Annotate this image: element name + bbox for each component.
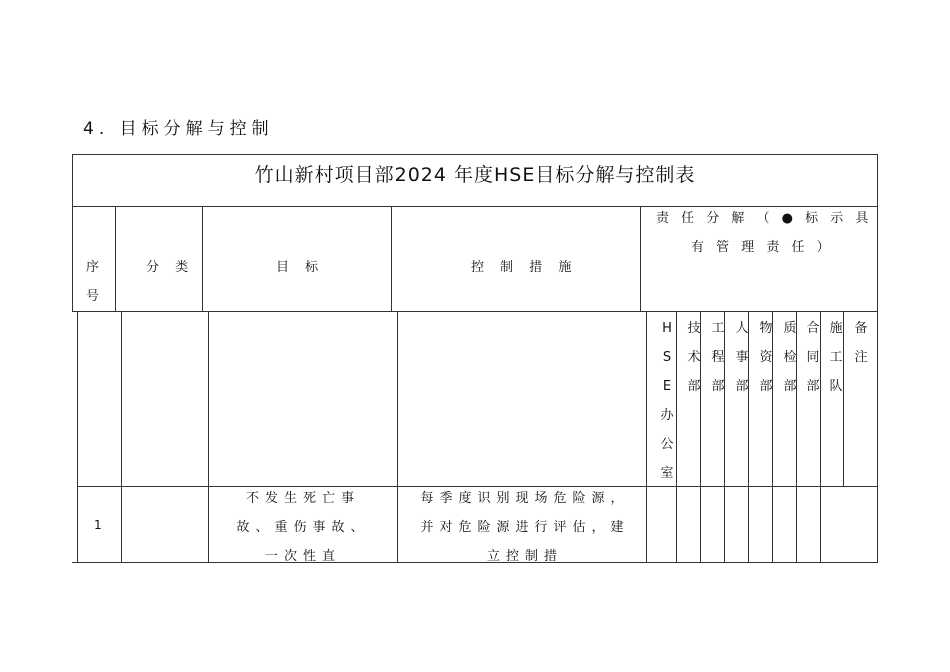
header-target: 目 标 [276, 260, 325, 275]
dept-header-construction-team: 施 工 队 [829, 321, 843, 394]
dept-header-quality: 质 检 部 [783, 321, 797, 394]
body-col-divider [646, 312, 647, 563]
header-responsibility-line2: 有 管 理 责 任 ） [691, 240, 834, 255]
header-col-divider [202, 206, 203, 312]
dept-header-tech: 技 术 部 [687, 321, 701, 394]
body-col-divider [121, 312, 122, 563]
header-no-char1: 序 [86, 260, 100, 275]
body-col-divider [208, 312, 209, 563]
header-row-divider [72, 311, 878, 312]
dept-header-engineering: 工 程 部 [711, 321, 725, 394]
row-1-target: 不发生死亡事故、重伤事故、一次性直 [236, 491, 370, 564]
dept-header-hr: 人 事 部 [735, 321, 749, 394]
dept-header-hse-office: H S E 办 公 室 [660, 321, 674, 481]
table-border-top [72, 154, 878, 155]
body-col-divider [397, 312, 398, 563]
remarks-header: 备 注 [854, 321, 868, 365]
header-category: 分 类 [146, 260, 195, 275]
dept-header-materials: 物 资 部 [759, 321, 773, 394]
table-border-right [877, 154, 878, 563]
header-responsibility-line1: 责 任 分 解 （ ● 标 示 具 [656, 211, 873, 226]
header-measures: 控 制 措 施 [471, 260, 578, 275]
header-col-divider [115, 206, 116, 312]
header-col-divider [640, 206, 641, 312]
section-heading: 4. 目标分解与控制 [83, 119, 274, 139]
header-no-char2: 号 [86, 289, 100, 304]
row-1-measures: 每季度识别现场危险源，并对危险源进行评估，建立控制措 [420, 491, 630, 564]
dept-header-contracts: 合 同 部 [806, 321, 820, 394]
table-title: 竹山新村项目部2024 年度HSE目标分解与控制表 [254, 164, 696, 186]
row-1-no: 1 [94, 518, 102, 532]
body-col-divider [77, 312, 78, 563]
header-col-divider [391, 206, 392, 312]
